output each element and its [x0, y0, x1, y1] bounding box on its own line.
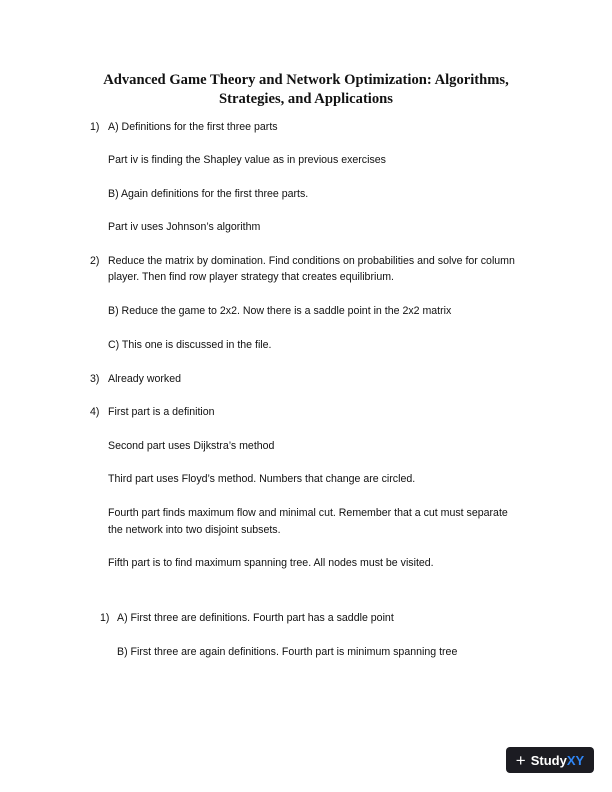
item-2-a-line-1: Reduce the matrix by domination. Find conditions on probabilities and solve for column — [108, 255, 515, 267]
list-number-1: 1) — [90, 121, 100, 133]
item-1-d: Part iv uses Johnson’s algorithm — [108, 221, 261, 233]
item-2-b: B) Reduce the game to 2x2. Now there is a saddle point in the 2x2 matrix — [108, 305, 452, 317]
brand-accent: XY — [566, 752, 585, 768]
item-1-c: B) Again definitions for the first three parts. — [108, 188, 309, 200]
studyxy-badge[interactable] — [506, 747, 594, 773]
item-4-b: Second part uses Dijkstra’s method — [108, 440, 275, 452]
page-title — [60, 71, 552, 109]
title-line-2: Strategies, and Applications — [219, 91, 393, 107]
brand-main: Study — [530, 752, 567, 768]
item-5-b: B) First three are again definitions. Fourth part is minimum spanning tree — [117, 646, 458, 658]
plus-icon: + — [515, 750, 526, 770]
item-2-c: C) This one is discussed in the file. — [108, 339, 272, 351]
item-5-a: A) First three are definitions. Fourth part has a saddle point — [117, 612, 394, 624]
title-line-1: Advanced Game Theory and Network Optimization: Algorithms, — [103, 72, 509, 88]
item-3: Already worked — [108, 373, 182, 385]
item-4-e: Fifth part is to find maximum spanning tree. All nodes must be visited. — [108, 557, 434, 569]
list-number-5: 1) — [100, 612, 110, 624]
item-4-a: First part is a definition — [108, 406, 215, 418]
list-number-4: 4) — [90, 406, 100, 418]
list-number-2: 2) — [90, 255, 100, 267]
item-4-d-line-2: the network into two disjoint subsets. — [108, 524, 281, 536]
item-4-c: Third part uses Floyd’s method. Numbers that change are circled. — [108, 473, 416, 485]
item-4-d-line-1: Fourth part finds maximum flow and minimal cut. Remember that a cut must separate — [108, 507, 508, 519]
item-1-b: Part iv is finding the Shapley value as in previous exercises — [108, 154, 386, 166]
item-1-a: A) Definitions for the first three parts — [108, 121, 278, 133]
list-number-3: 3) — [90, 373, 100, 385]
item-2-a-line-2: player. Then find row player strategy that creates equilibrium. — [108, 271, 394, 283]
